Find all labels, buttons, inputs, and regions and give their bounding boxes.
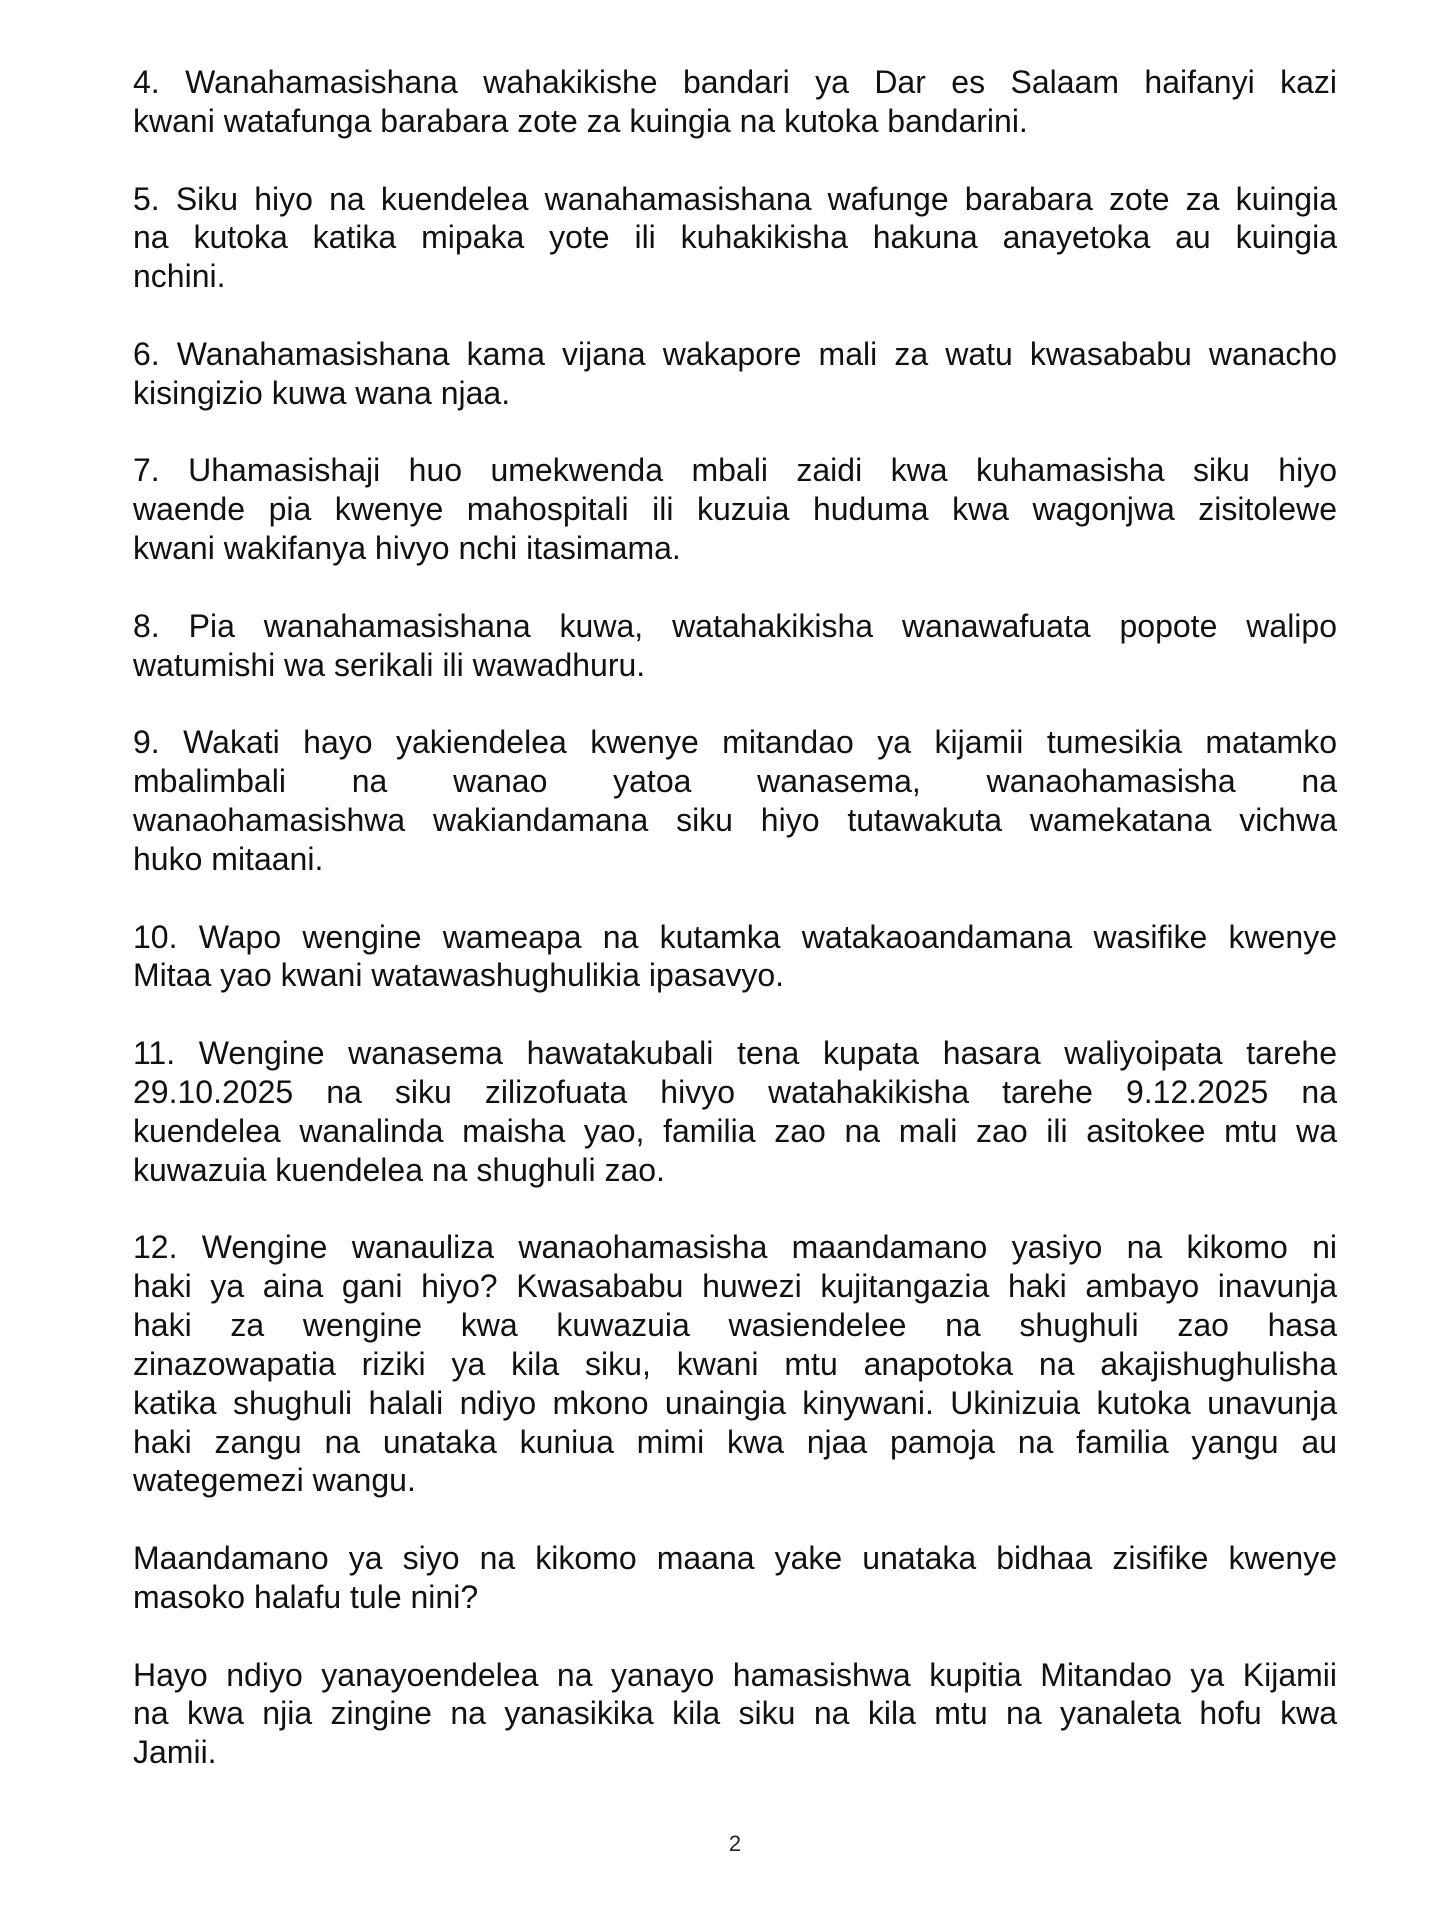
text-line: huko mitaani.: [133, 840, 324, 877]
text-line: kisingizio kuwa wana njaa.: [133, 374, 511, 411]
text-line: zinazowapatia riziki ya kila siku, kwani mtu anapotoka na akajishughulisha: [133, 1345, 1337, 1382]
text-line: 10. Wapo wengine wameapa na kutamka watakaoandamana wasifike kwenye: [133, 918, 1337, 955]
text-line: Jamii.: [133, 1734, 217, 1771]
text-line: waende pia kwenye mahospitali ili kuzuia huduma kwa wagonjwa zisitolewe: [133, 491, 1337, 528]
text-line: kuwazuia kuendelea na shughuli zao.: [133, 1151, 665, 1188]
text-line: haki ya aina gani hiyo? Kwasababu huwezi kujitangazia haki ambayo inavunja: [133, 1268, 1337, 1305]
numbered-paragraph-10: [133, 918, 1337, 996]
paragraph: [133, 1539, 1337, 1617]
numbered-paragraph-7: [133, 451, 1337, 568]
text-line: haki za wengine kwa kuwazuia wasiendelee na shughuli zao hasa: [133, 1307, 1337, 1343]
text-line: 29.10.2025 na siku zilizofuata hivyo watahakikisha tarehe 9.12.2025 na: [133, 1073, 1337, 1110]
numbered-paragraph-6: [133, 335, 1337, 413]
text-line: katika shughuli halali ndiyo mkono unaingia kinywani. Ukinizuia kutoka unavunja: [133, 1384, 1337, 1421]
text-line: nchini.: [133, 258, 226, 295]
paragraph: [133, 1656, 1337, 1773]
numbered-paragraph-8: [133, 607, 1337, 685]
text-line: 8. Pia wanahamasishana kuwa, watahakikisha wanawafuata popote walipo: [133, 607, 1337, 644]
numbered-paragraph-12: [133, 1228, 1337, 1500]
page-number: 2: [728, 1831, 742, 1856]
text-line: 6. Wanahamasishana kama vijana wakapore mali za watu kwasababu wanacho: [133, 335, 1337, 372]
text-line: haki zangu na unataka kuniua mimi kwa njaa pamoja na familia yangu au: [133, 1423, 1337, 1460]
text-line: 9. Wakati hayo yakiendelea kwenye mitandao ya kijamii tumesikia matamko: [133, 724, 1337, 761]
text-line: na kwa njia zingine na yanasikika kila siku na kila mtu na yanaleta hofu kwa: [133, 1695, 1337, 1732]
text-line: Maandamano ya siyo na kikomo maana yake unataka bidhaa zisifike kwenye: [133, 1540, 1337, 1577]
text-line: mbalimbali na wanao yatoa wanasema, wanaohamasisha na: [133, 763, 1337, 800]
numbered-paragraph-9: [133, 723, 1337, 878]
text-line: 12. Wengine wanauliza wanaohamasisha maandamano yasiyo na kikomo ni: [133, 1229, 1337, 1266]
text-line: kuendelea wanalinda maisha yao, familia zao na mali zao ili asitokee mtu wa: [133, 1112, 1337, 1149]
document-body: [133, 63, 1337, 1811]
text-line: 5. Siku hiyo na kuendelea wanahamasishana wafunge barabara zote za kuingia: [133, 180, 1337, 217]
text-line: na kutoka katika mipaka yote ili kuhakikisha hakuna anayetoka au kuingia: [133, 219, 1337, 256]
numbered-paragraph-11: [133, 1034, 1337, 1189]
text-line: kwani watafunga barabara zote za kuingia na kutoka bandarini.: [133, 102, 1028, 139]
text-line: watumishi wa serikali ili wawadhuru.: [133, 646, 646, 683]
text-line: Mitaa yao kwani watawashughulikia ipasavyo.: [133, 957, 785, 994]
text-line: wanaohamasishwa wakiandamana siku hiyo tutawakuta wamekatana vichwa: [133, 802, 1337, 839]
text-line: kwani wakifanya hivyo nchi itasimama.: [133, 530, 681, 567]
text-line: wategemezi wangu.: [133, 1462, 416, 1499]
text-line: 11. Wengine wanasema hawatakubali tena kupata hasara waliyoipata tarehe: [133, 1035, 1337, 1072]
text-line: 4. Wanahamasishana wahakikishe bandari ya Dar es Salaam haifanyi kazi: [133, 64, 1337, 100]
numbered-paragraph-5: [133, 180, 1337, 297]
numbered-paragraph-4: [133, 63, 1337, 141]
text-line: 7. Uhamasishaji huo umekwenda mbali zaidi kwa kuhamasisha siku hiyo: [133, 452, 1337, 489]
text-line: Hayo ndiyo yanayoendelea na yanayo hamasishwa kupitia Mitandao ya Kijamii: [133, 1656, 1337, 1693]
text-line: masoko halafu tule nini?: [133, 1578, 479, 1615]
